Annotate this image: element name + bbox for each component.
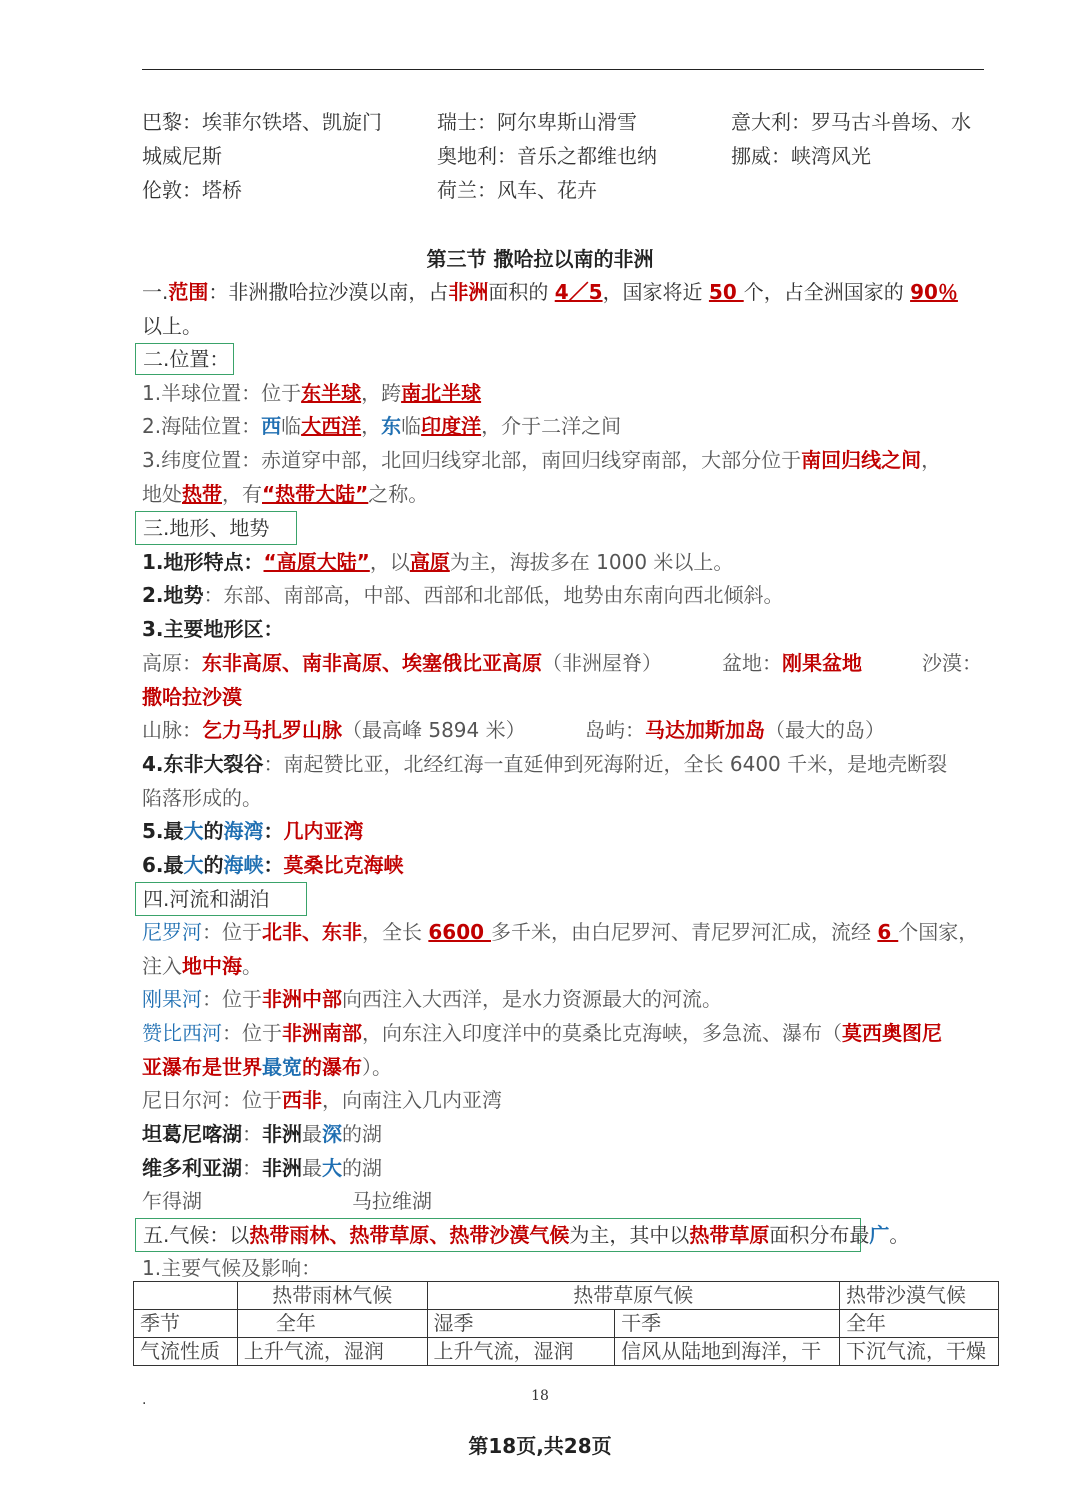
table-cell: 气流性质 xyxy=(134,1338,238,1366)
lake-malawi: 马拉维湖 xyxy=(352,1189,432,1213)
scenery-switzerland: 瑞士：阿尔卑斯山滑雪 xyxy=(437,110,637,134)
text: 大 xyxy=(183,853,204,877)
congo-river: 刚果河 xyxy=(142,987,202,1011)
congo-basin: 刚果盆地 xyxy=(782,651,862,675)
text: 个国家， xyxy=(898,920,979,944)
zambezi: 赞比西河 xyxy=(142,1021,222,1045)
text: 面积分布最 xyxy=(769,1223,870,1247)
scope-area-fraction: 4／5 xyxy=(554,280,603,304)
nile: 尼罗河 xyxy=(142,920,202,944)
scenery-venice: 城威尼斯 xyxy=(142,144,222,168)
river-nile xyxy=(142,917,978,947)
terrain-plateaus xyxy=(142,648,662,678)
scope-percent: 90％ xyxy=(910,280,958,304)
heading-terrain: 三.地形、地势 xyxy=(143,516,270,540)
east: 东 xyxy=(381,414,402,438)
text: 大 xyxy=(322,1156,342,1180)
scope-text-3: ，国家将近 xyxy=(602,280,709,304)
text: ： xyxy=(242,1122,262,1146)
scope-text-2: 面积的 xyxy=(488,280,555,304)
text: （最大的岛） xyxy=(765,718,885,742)
nile-countries: 6 xyxy=(877,920,899,944)
location-hemisphere xyxy=(142,378,481,408)
text: 莫西奥图尼 xyxy=(842,1021,942,1045)
scope-num: 一. xyxy=(142,280,169,304)
lake-chad: 乍得湖 xyxy=(142,1189,202,1213)
scenery-netherlands: 荷兰：风车、花卉 xyxy=(437,178,597,202)
text: 尼日尔河：位于 xyxy=(142,1088,282,1112)
tropics: 南回归线之间 xyxy=(801,448,922,472)
text: ，向东注入印度洋中的莫桑比克海峡，多急流、瀑布（ xyxy=(362,1021,842,1045)
text: 2.地势 xyxy=(142,583,204,607)
table-row xyxy=(134,1310,999,1338)
table-cell: 全年 xyxy=(237,1310,427,1338)
mediterranean: 地中海 xyxy=(182,954,242,978)
text: 1.地形特点： xyxy=(142,550,264,574)
text: 注入 xyxy=(142,954,182,978)
climate-table xyxy=(133,1281,999,1366)
rift-valley xyxy=(142,749,947,779)
text: ，全长 xyxy=(362,920,429,944)
scope-line-2: 以上。 xyxy=(142,314,202,338)
river-congo xyxy=(142,984,722,1014)
text: 广 xyxy=(869,1223,890,1247)
largest-strait xyxy=(142,850,404,880)
scenery-austria: 奥地利：音乐之都维也纳 xyxy=(437,144,657,168)
text: 盆地： xyxy=(722,651,782,675)
text: 五.气候：以 xyxy=(143,1223,250,1247)
table-row xyxy=(134,1282,999,1310)
table-row xyxy=(134,1338,999,1366)
text: 之称。 xyxy=(368,482,429,506)
terrain-island xyxy=(585,715,885,745)
tanganyika: 坦葛尼喀湖 xyxy=(142,1122,242,1146)
text: 非洲 xyxy=(262,1156,302,1180)
text: ：位于 xyxy=(222,1021,282,1045)
table-cell xyxy=(134,1282,238,1310)
text: 的 xyxy=(203,853,224,877)
text: ，跨 xyxy=(361,381,402,405)
text: 北非、东非 xyxy=(262,920,362,944)
text: 最 xyxy=(302,1156,322,1180)
text: 的 xyxy=(203,819,224,843)
table-cell: 下沉气流，干燥 xyxy=(840,1338,999,1366)
text: 亚瀑布是世界 xyxy=(142,1055,262,1079)
scenery-paris: 巴黎：埃菲尔铁塔、凯旋门 xyxy=(142,110,382,134)
text: 为主，海拔多在 1000 米以上。 xyxy=(449,550,734,574)
north-south-hemisphere: 南北半球 xyxy=(401,381,482,405)
plateau: 高原 xyxy=(409,550,450,574)
text: （最高峰 5894 米） xyxy=(342,718,526,742)
text: 的瀑布 xyxy=(302,1055,362,1079)
text: ：东部、南部高，中部、西部和北部低，地势由东南向西北倾斜。 xyxy=(203,583,784,607)
text: 的湖 xyxy=(342,1122,382,1146)
text: 2.海陆位置： xyxy=(142,414,262,438)
nile-length: 6600 xyxy=(428,920,491,944)
table-cell: 干季 xyxy=(615,1310,840,1338)
section-title: 第三节 撒哈拉以南的非洲 xyxy=(426,247,654,271)
kilimanjaro: 乞力马扎罗山脉 xyxy=(202,718,342,742)
text: 临 xyxy=(401,414,422,438)
widest: 最宽 xyxy=(262,1055,302,1079)
location-latitude xyxy=(142,445,941,475)
rift-valley-2: 陷落形成的。 xyxy=(142,786,262,810)
heading-climate xyxy=(143,1220,909,1250)
gulf-of-guinea: 几内亚湾 xyxy=(283,819,364,843)
terrain-regions: 3.主要地形区： xyxy=(142,617,284,641)
river-zambezi-2 xyxy=(142,1052,392,1082)
text: 岛屿： xyxy=(585,718,645,742)
climate-subtitle: 1.主要气候及影响： xyxy=(142,1256,322,1280)
text: 的湖 xyxy=(342,1156,382,1180)
scope-text-4: 个，占全洲国家的 xyxy=(743,280,911,304)
lake-tanganyika xyxy=(142,1119,382,1149)
text: 最 xyxy=(302,1122,322,1146)
indian-ocean: 印度洋 xyxy=(421,414,482,438)
text: ， xyxy=(921,448,942,472)
text: 非洲南部 xyxy=(282,1021,362,1045)
savanna: 热带草原 xyxy=(689,1223,770,1247)
text: 3.纬度位置：赤道穿中部，北回归线穿北部，南回归线穿南部，大部分位于 xyxy=(142,448,802,472)
tropical-continent: “热带大陆” xyxy=(262,482,369,506)
scope-text-1: ：非洲撒哈拉沙漠以南，占 xyxy=(208,280,449,304)
terrain-slope xyxy=(142,580,784,610)
scenery-row-1 xyxy=(142,107,382,137)
table-cell: 上升气流，湿润 xyxy=(237,1338,427,1366)
footer-dot: . xyxy=(142,1392,147,1408)
plateau-continent: “高原大陆” xyxy=(263,550,370,574)
table-cell: 上升气流，湿润 xyxy=(427,1338,615,1366)
text: ，介于二洋之间 xyxy=(481,414,622,438)
largest-gulf xyxy=(142,816,364,846)
madagascar: 马达加斯加岛 xyxy=(645,718,765,742)
text: 向西注入大西洋，是水力资源最大的河流。 xyxy=(342,987,722,1011)
text: 。 xyxy=(242,954,262,978)
text: 5.最 xyxy=(142,819,184,843)
lake-victoria xyxy=(142,1153,382,1183)
scope-line xyxy=(142,277,958,307)
page-footer: 第18页,共28页 xyxy=(468,1434,612,1458)
table-cell: 信风从陆地到海洋，干 xyxy=(615,1338,840,1366)
terrain-desert-label: 沙漠： xyxy=(922,651,982,675)
climate-types: 热带雨林、热带草原、热带沙漠气候 xyxy=(249,1223,570,1247)
text: 深 xyxy=(322,1122,342,1146)
text: 非洲 xyxy=(262,1122,302,1146)
tropical: 热带 xyxy=(182,482,222,506)
mozambique-channel: 莫桑比克海峡 xyxy=(283,853,404,877)
text: （非洲屋脊） xyxy=(542,651,662,675)
victoria: 维多利亚湖 xyxy=(142,1156,242,1180)
page-number: 18 xyxy=(531,1388,549,1404)
location-latitude-2 xyxy=(142,479,428,509)
scope-africa: 非洲 xyxy=(448,280,489,304)
scope-country-count: 50 xyxy=(708,280,744,304)
text: ：位于 xyxy=(202,987,262,1011)
scenery-london: 伦敦：塔桥 xyxy=(142,178,242,202)
text: 1.半球位置：位于 xyxy=(142,381,302,405)
text: 临 xyxy=(281,414,302,438)
river-nile-2 xyxy=(142,951,262,981)
east-hemisphere: 东半球 xyxy=(301,381,362,405)
text: ：位于 xyxy=(202,920,262,944)
text: 高原： xyxy=(142,651,202,675)
text: 海湾 xyxy=(223,819,264,843)
text: 为主，其中以 xyxy=(569,1223,690,1247)
text: 6.最 xyxy=(142,853,184,877)
text: 西非 xyxy=(282,1088,322,1112)
text: 海峡 xyxy=(223,853,264,877)
heading-location: 二.位置： xyxy=(143,347,230,371)
heading-rivers: 四.河流和湖泊 xyxy=(143,887,270,911)
location-sea-land xyxy=(142,411,621,441)
west: 西 xyxy=(261,414,282,438)
text: ）。 xyxy=(362,1055,392,1079)
table-header: 热带沙漠气候 xyxy=(840,1282,999,1310)
text: ，以 xyxy=(369,550,410,574)
atlantic: 大西洋 xyxy=(301,414,362,438)
text: ， xyxy=(361,414,382,438)
river-niger xyxy=(142,1085,502,1115)
text: 4.东非大裂谷 xyxy=(142,752,264,776)
table-cell: 湿季 xyxy=(427,1310,615,1338)
scenery-italy: 意大利：罗马古斗兽场、水 xyxy=(731,110,971,134)
table-cell: 全年 xyxy=(840,1310,999,1338)
table-cell: 季节 xyxy=(134,1310,238,1338)
header-rule xyxy=(142,69,984,70)
scope-label: 范围 xyxy=(168,280,209,304)
text: 多千米，由白尼罗河、青尼罗河汇成，流经 xyxy=(491,920,878,944)
text: ： xyxy=(242,1156,262,1180)
terrain-mountain xyxy=(142,715,526,745)
text: ： xyxy=(263,819,284,843)
text: ，有 xyxy=(222,482,262,506)
text: ：南起赞比亚，北经红海一直延伸到死海附近，全长 6400 千米，是地壳断裂 xyxy=(263,752,948,776)
text: ： xyxy=(263,853,284,877)
text: 。 xyxy=(889,1223,910,1247)
table-header: 热带雨林气候 xyxy=(237,1282,427,1310)
river-zambezi xyxy=(142,1018,942,1048)
text: 地处 xyxy=(142,482,182,506)
terrain-basin xyxy=(722,648,862,678)
text: 山脉： xyxy=(142,718,202,742)
terrain-desert: 撒哈拉沙漠 xyxy=(142,685,242,709)
text: ，向南注入几内亚湾 xyxy=(322,1088,502,1112)
terrain-feature xyxy=(142,547,733,577)
text: 大 xyxy=(183,819,204,843)
table-header: 热带草原气候 xyxy=(427,1282,840,1310)
plateaus: 东非高原、南非高原、埃塞俄比亚高原 xyxy=(202,651,542,675)
text: 非洲中部 xyxy=(262,987,342,1011)
scenery-norway: 挪威：峡湾风光 xyxy=(731,144,871,168)
